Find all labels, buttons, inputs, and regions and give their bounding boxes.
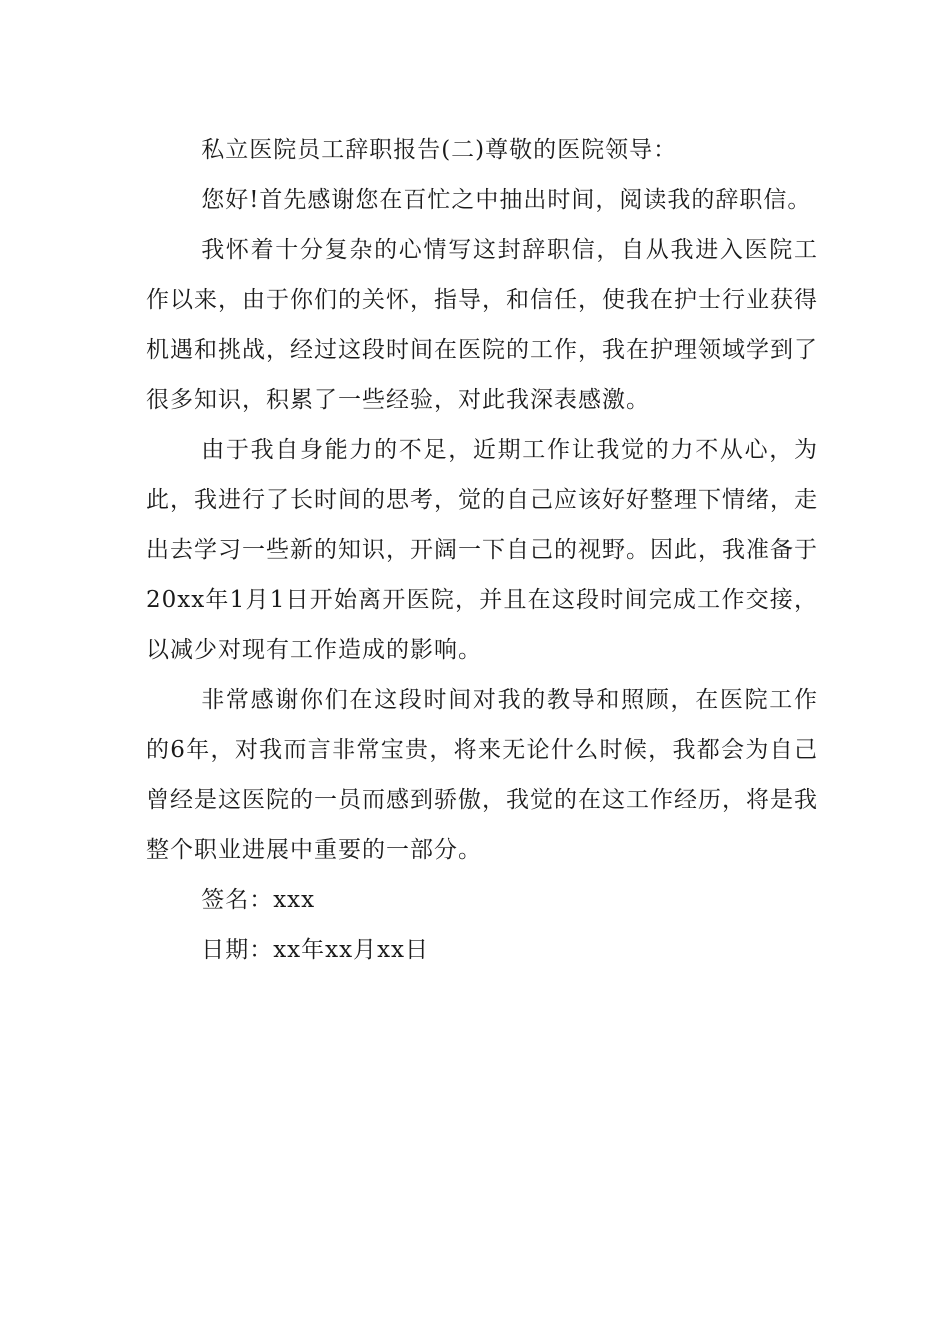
- paragraph-reason: 由于我自身能力的不足，近期工作让我觉的力不从心，为此，我进行了长时间的思考，觉的自己应该好好整理下情绪，走出去学习一些新的知识，开阔一下自己的视野。因此，我准备于20xx年1月1日开始离开医院，并且在这段时间完成工作交接，以减少对现有工作造成的影响。: [146, 437, 818, 663]
- paragraph-gratitude: 我怀着十分复杂的心情写这封辞职信，自从我进入医院工作以来，由于你们的关怀，指导，和信任，使我在护士行业获得机遇和挑战，经过这段时间在医院的工作，我在护理领域学到了很多知识，积累了一些经验，对此我深表感激。: [146, 237, 818, 413]
- signature-line: 签名：xxx: [201, 887, 316, 913]
- paragraph-greeting: 您好!首先感谢您在百忙之中抽出时间，阅读我的辞职信。: [201, 187, 812, 213]
- letter-body: [146, 125, 818, 975]
- letter-heading: 私立医院员工辞职报告(二)尊敬的医院领导：: [201, 137, 678, 163]
- date-line: 日期：xx年xx月xx日: [201, 937, 430, 963]
- paragraph-thanks: 非常感谢你们在这段时间对我的教导和照顾，在医院工作的6年，对我而言非常宝贵，将来无论什么时候，我都会为自己曾经是这医院的一员而感到骄傲，我觉的在这工作经历，将是我整个职业进展中重要的一部分。: [146, 687, 818, 863]
